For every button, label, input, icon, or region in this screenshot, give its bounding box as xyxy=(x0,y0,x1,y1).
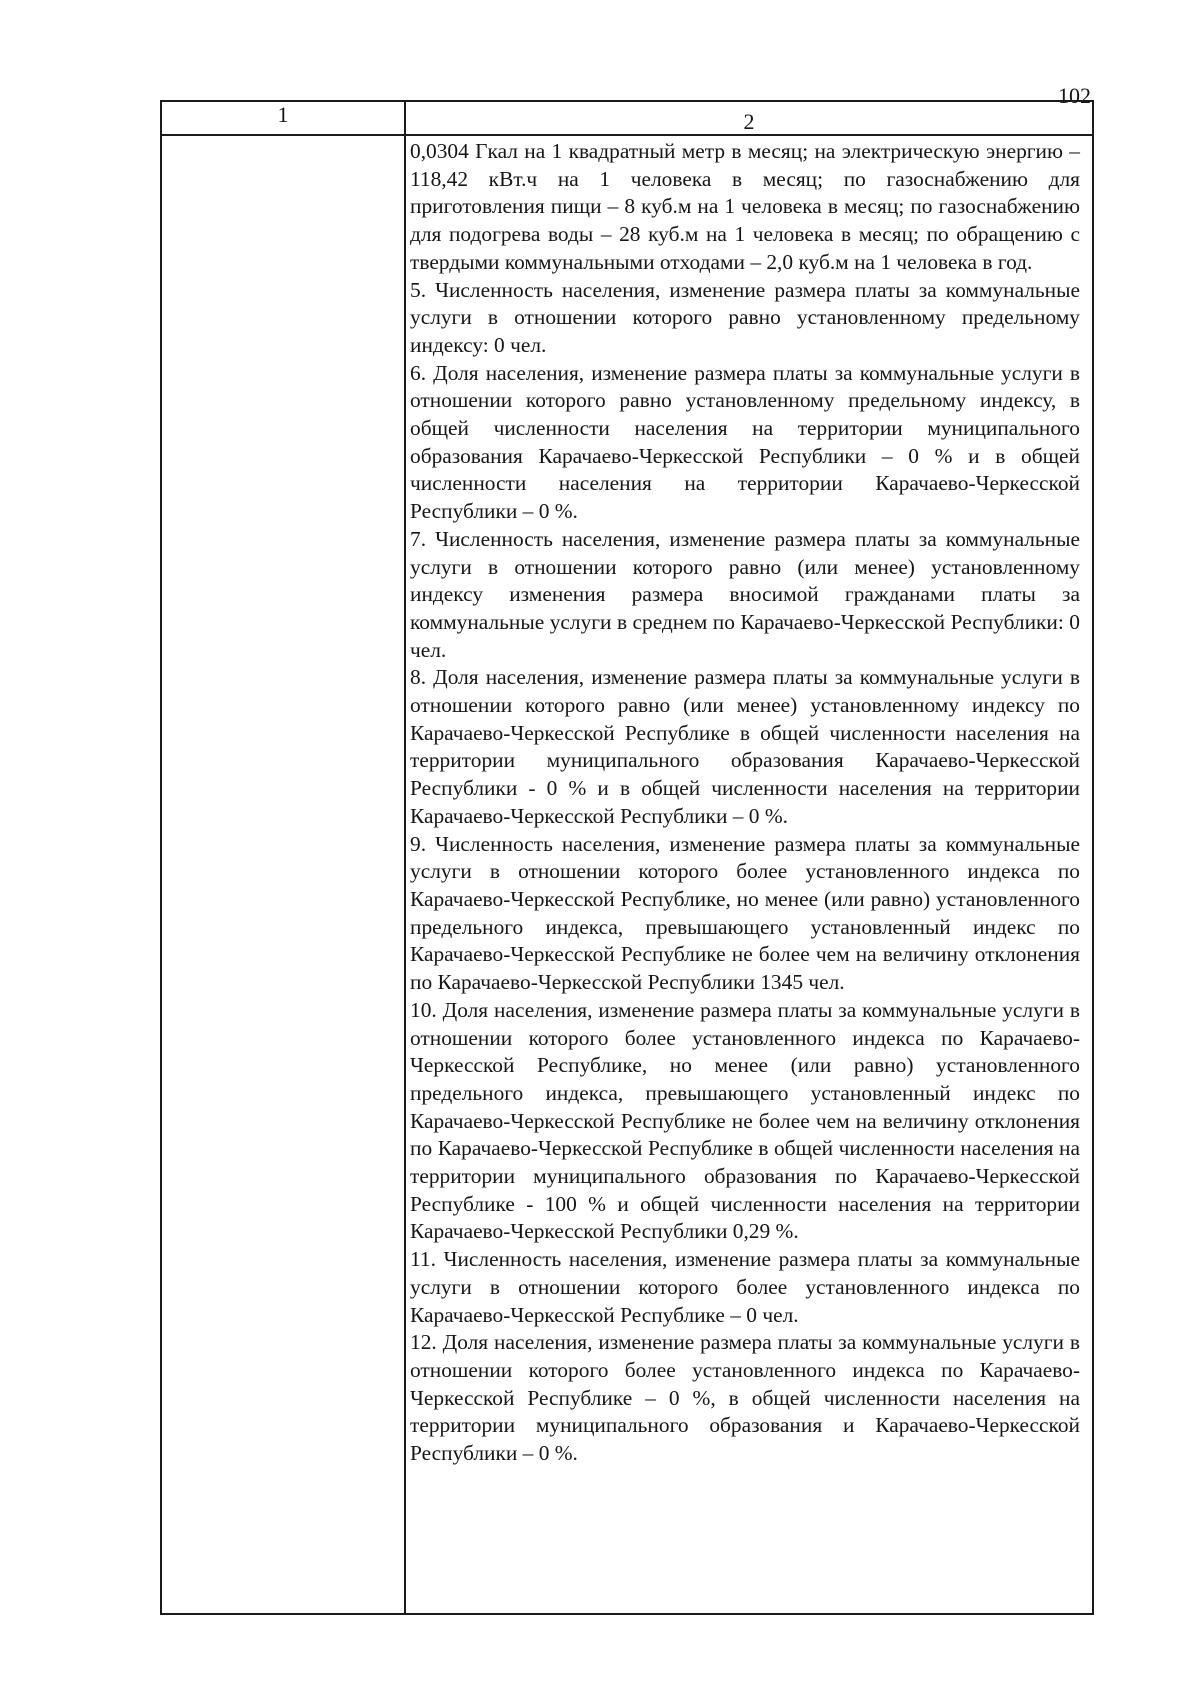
paragraph-item-10: 10. Доля населения, изменение размера платы за коммунальные услуги в отношении которого более установленного индекса по Карачаево-Черкесской Республике, но менее (или равно) установленного предельного индекса, превышающего установленный индекс по Карачаево-Черкесской Республике не более чем на величину отклонения по Карачаево-Черкесской Республике в общей численности населения на территории муниципального образования по Карачаево-Черкесской Республике - 100 % и общей численности населения на территории Карачаево-Черкесской Республики 0,29 %. xyxy=(410,997,1080,1244)
column-header-1: 1 xyxy=(277,102,289,127)
page-number: 102 xyxy=(1058,83,1091,108)
column-header-2: 2 xyxy=(743,109,755,134)
paragraph-item-5: 5. Численность населения, изменение размера платы за коммунальные услуги в отношении которого равно установленному предельному индексу: 0 чел. xyxy=(410,277,1080,357)
table-header-row xyxy=(162,102,1092,136)
paragraph-norms-continuation: 0,0304 Гкал на 1 квадратный метр в месяц; на электрическую энергию – 118,42 кВт.ч на 1 человека в месяц; по газоснабжению для приготовления пищи – 8 куб.м на 1 человека в месяц; по газоснабжению для подогрева воды – 28 куб.м на 1 человека в месяц; по обращению с твердыми коммунальными отходами – 2,0 куб.м на 1 человека в год. xyxy=(410,139,1080,274)
document-table xyxy=(160,100,1094,1615)
paragraph-item-9: 9. Численность населения, изменение размера платы за коммунальные услуги в отношении которого более установленного индекса по Карачаево-Черкесской Республике, но менее (или равно) установленного предельного индекса, превышающего установленный индекс по Карачаево-Черкесской Республике не более чем на величину отклонения по Карачаево-Черкесской Республики 1345 чел. xyxy=(410,831,1080,995)
column-divider xyxy=(404,102,406,1613)
paragraph-item-8: 8. Доля населения, изменение размера платы за коммунальные услуги в отношении которого равно (или менее) установленному индексу по Карачаево-Черкесской Республике в общей численности населения на территории муниципального образования Карачаево-Черкесской Республики - 0 % и в общей численности населения на территории Карачаево-Черкесской Республики – 0 %. xyxy=(410,665,1080,828)
table-body-cell xyxy=(410,138,1080,1607)
paragraph-item-12: 12. Доля населения, изменение размера платы за коммунальные услуги в отношении которого более установленного индекса по Карачаево-Черкесской Республике – 0 %, в общей численности населения на территории муниципального образования и Карачаево-Черкесской Республики – 0 %. xyxy=(410,1330,1080,1466)
paragraph-item-6: 6. Доля населения, изменение размера платы за коммунальные услуги в отношении которого равно установленному предельному индексу, в общей численности населения на территории муниципального образования Карачаево-Черкесской Республики – 0 % и в общей численности населения на территории Карачаево-Черкесской Республики – 0 %. xyxy=(410,360,1080,524)
paragraph-item-7: 7. Численность населения, изменение размера платы за коммунальные услуги в отношении которого равно (или менее) установленному индексу изменения размера вносимой гражданами платы за коммунальные услуги в среднем по Карачаево-Черкесской Республики: 0 чел. xyxy=(410,526,1080,662)
paragraph-item-11: 11. Численность населения, изменение размера платы за коммунальные услуги в отношении которого более установленного индекса по Карачаево-Черкесской Республике – 0 чел. xyxy=(410,1247,1080,1327)
